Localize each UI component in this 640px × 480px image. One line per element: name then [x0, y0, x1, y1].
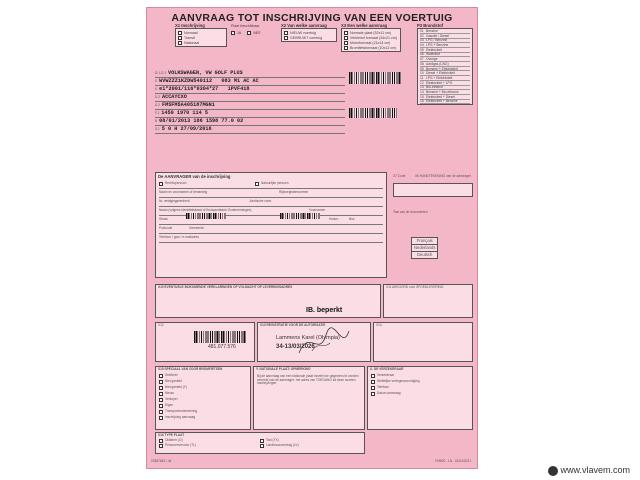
fuel-label: Benzine + Elektriciteit: [426, 66, 458, 71]
fuel-code: 16: [420, 99, 424, 104]
x7-x8-section: [393, 174, 473, 259]
x16-text: Bij de aanvraag van een nationale plaat moeten de gegevens te worden vermeld van de aanvrager: het adres van TOEGANG tot deze soorten inschrijvingen.: [257, 373, 359, 386]
x2-option[interactable]: NIEUW voertuig: [284, 30, 334, 35]
checkbox-icon[interactable]: [371, 380, 375, 384]
fuel-label: Benzine + Bio-ethanol: [426, 89, 459, 94]
x15-option-label: Inschrijving aanvraag: [165, 414, 196, 419]
x10-label: X10 EVENTUELE BIJKOMENDE VERKLARINGEN OF VOLMACHT OF LEVERINGSADRES: [158, 285, 293, 289]
fuel-code: 15: [420, 94, 424, 99]
x8-label: X8 HANDTEKENING van de aanvrager: [415, 173, 471, 178]
checkbox-icon[interactable]: [159, 380, 163, 384]
checkbox-icon[interactable]: [159, 392, 163, 396]
fuel-label: Benzine: [426, 29, 438, 33]
checkbox-icon[interactable]: [344, 36, 348, 40]
fuel-option[interactable]: [420, 100, 470, 105]
barcode-number: 481.077.576: [208, 344, 236, 350]
agent-name: Lammens Karel (Olympia): [276, 335, 340, 341]
x14-label: X14: [376, 323, 382, 327]
checkbox-icon[interactable]: [159, 439, 163, 443]
checkbox-icon[interactable]: [178, 41, 182, 45]
checkbox-icon[interactable]: [284, 31, 288, 35]
checkbox-icon[interactable]: [159, 398, 163, 402]
x7-label: X7 Code: [393, 173, 406, 178]
checkbox-icon[interactable]: [344, 41, 348, 45]
checkbox-icon[interactable]: [159, 404, 163, 408]
x3-section: [341, 24, 401, 52]
checkbox-icon[interactable]: [159, 444, 163, 448]
checkbox-icon[interactable]: [159, 410, 163, 414]
checkbox-icon[interactable]: [260, 439, 264, 443]
plate-available: [231, 24, 277, 35]
fuel-code: 13: [420, 85, 424, 90]
fuel-label: Elektriciteit + Benzine: [426, 99, 458, 104]
x14-section: [373, 322, 473, 362]
x15-option[interactable]: [159, 415, 247, 421]
field-legal-person: Rechtspersoon: [165, 181, 187, 186]
field-house-nr[interactable]: Huisnr.: [329, 217, 339, 222]
fuel-code: 02: [420, 33, 424, 38]
checkbox-icon[interactable]: [159, 416, 163, 420]
checkbox-icon[interactable]: [284, 36, 288, 40]
signature-scribble: [294, 323, 354, 363]
vehicle-last-line: S.1 5 0 H 27/09/2016: [155, 126, 345, 134]
fuel-code: 12: [420, 80, 424, 85]
fuel-label: Aardgas (CNG): [426, 61, 449, 66]
field-name[interactable]: Naam en voornamen of benaming: [159, 190, 208, 195]
x13-section: [257, 322, 371, 362]
x17-section: [367, 366, 473, 430]
fuel-label: Elektriciteit + LPG: [426, 80, 453, 85]
barcode-approval: [349, 108, 397, 118]
x2-option[interactable]: GEBRUIKT voertuig: [284, 35, 334, 40]
plate-question: Plaat beschikbaar: [231, 24, 260, 28]
field-natural-person: Natuurlijke persoon: [261, 181, 289, 186]
x3-option[interactable]: Verkleind formaat (34x21 cm): [344, 35, 398, 40]
field-postcode[interactable]: Postcode: [159, 226, 173, 231]
language-option[interactable]: Français: [412, 237, 438, 244]
vehicle-type-approval: K e1*2001/116*0304*27 1PVF418: [155, 86, 345, 94]
fuel-code: 14: [420, 89, 424, 94]
x17-label: X. DE VERZEKERAAR: [370, 367, 404, 371]
x17-option-label: Telefoon: [377, 384, 390, 389]
x1-options: [175, 28, 227, 47]
x15-option-label: Eigen: [165, 402, 174, 407]
plate-type-option[interactable]: Taxi (TX): [260, 439, 361, 444]
fuel-code: 05: [420, 47, 424, 52]
x3-option[interactable]: Normale plaat (52x11 cm): [344, 30, 398, 35]
fuel-label: Elektriciteit: [426, 47, 442, 52]
plate-type-option[interactable]: Landbouwvoertuig (LV): [260, 444, 361, 449]
fuel-code: 08: [420, 61, 424, 66]
fuel-label: Bio-ethanol: [426, 85, 443, 90]
applicant-section: [155, 172, 387, 278]
x1-label: X1 Inschrijving: [175, 23, 205, 28]
fuel-label: Elektriciteit + Diesel: [426, 94, 455, 99]
plate-type-option[interactable]: Personenvervoer (TL): [159, 444, 260, 449]
x15-option-label: Snelheid: [165, 372, 178, 377]
restriction-note: IB. beperkt: [306, 307, 343, 314]
x15-option-label: Transportonderneming: [165, 408, 198, 413]
checkbox-icon[interactable]: [255, 182, 259, 186]
x17-option[interactable]: [371, 391, 469, 397]
checkbox-icon[interactable]: [371, 374, 375, 378]
x17-option-label: Verzekeraar: [377, 372, 395, 377]
fuel-label: Gasolie / Diesel: [426, 33, 450, 38]
checkbox-icon[interactable]: [260, 444, 264, 448]
x3-label: X3 Een welke aanvraag: [341, 23, 388, 28]
x2-label: X2 Van welke aanvraag: [281, 23, 327, 28]
x1-section: [175, 24, 227, 47]
x1-option[interactable]: Normaal: [178, 30, 224, 35]
x16-section: [253, 366, 365, 430]
checkbox-icon[interactable]: [371, 392, 375, 396]
checkbox-icon[interactable]: [159, 374, 163, 378]
x13-label: X13 REGISTRATIE VOOR DE AUTORISATIE: [260, 323, 326, 327]
x2-section: [281, 24, 337, 42]
field-street[interactable]: Straat: [159, 217, 168, 222]
language-label: Taal van de documenten: [393, 210, 428, 214]
field-box[interactable]: Bus: [349, 217, 355, 222]
x17-list: [368, 373, 472, 397]
x12-label: X12: [158, 323, 164, 327]
barcode-applicant: [280, 213, 320, 219]
fuel-code: 06: [420, 52, 424, 57]
barcode-main: [194, 331, 246, 343]
x1-option[interactable]: Transit: [178, 35, 224, 40]
registration-form: [146, 7, 478, 469]
vehicle-brand-model: D.1-D.3 VOLKSWAGEN, VW GOLF PLUS: [155, 70, 345, 78]
yes-label: JA: [237, 30, 242, 35]
barcode-vin: [349, 72, 401, 84]
x15-option-label: Verkoper: [165, 396, 178, 401]
fuel-section: [417, 24, 473, 105]
fuel-list: [417, 28, 473, 105]
x15-section: [155, 366, 251, 430]
checkbox-icon[interactable]: [231, 31, 235, 35]
x17-option-label: Wettelijke vertegenwoordiging: [377, 378, 420, 383]
watermark: [548, 465, 630, 476]
x15-list: [156, 373, 250, 421]
fuel-code: 07: [420, 57, 424, 62]
checkbox-icon[interactable]: [247, 31, 251, 35]
x16-label: Y. NATIONALE PLAAT: OPMERKING: [256, 367, 311, 371]
agent-code: 34-13/03/2026: [276, 344, 315, 350]
plate-type-option[interactable]: Oldtimer (O): [159, 439, 260, 444]
x15-label: X15 SPECIAAL VAN VOOR BROMFIETSEN: [158, 367, 223, 371]
fuel-code: 11: [420, 75, 424, 80]
fuel-code: 04: [420, 43, 424, 48]
field-id-name[interactable]: Naam (volgens identiteitskaart of Kruispuntbank Ondernemingen): [159, 208, 252, 213]
checkbox-icon[interactable]: [178, 36, 182, 40]
watermark-site: www.vlavem.com: [560, 465, 630, 476]
field-national-number[interactable]: Rijksregisternummer: [279, 190, 309, 195]
x15-option-label: Niet gesteld: [165, 378, 182, 383]
language-option[interactable]: Deutsch: [412, 251, 438, 258]
fuel-label: Diesel + Elektriciteit: [426, 71, 455, 76]
x3-option[interactable]: Bromfietsformaat (10x12 cm): [344, 45, 398, 50]
x18-label: X16 TYPE PLAAT: [158, 433, 185, 437]
fuel-label: LPG + Benzine: [426, 43, 449, 48]
x15-option-label: Nieuw: [165, 390, 174, 395]
signature-box[interactable]: [393, 183, 473, 197]
applicant-header: De AANVRAGER van de inschrijving: [158, 174, 231, 179]
x11-label: X11 AKKOORD voor SPOEDLEVERING: [386, 285, 444, 289]
fuel-label: Overige: [426, 57, 438, 62]
vehicle-extra-code: D.2 ACCAYCXO: [155, 94, 345, 102]
form-title: AANVRAAG TOT INSCHRIJVING VAN EEN VOERTUIG: [171, 12, 453, 24]
fuel-label: LPG + Elektriciteit: [426, 75, 453, 80]
field-legal-form[interactable]: Juridische vorm: [249, 199, 272, 204]
fuel-label: LPG / Benzine: [426, 38, 448, 43]
x10-section: [155, 284, 381, 318]
fuel-code: 01: [420, 29, 424, 33]
no-label: NEE: [253, 30, 261, 35]
vehicle-vin: E WVWZZZ1KZDW540112 083 M1 AC AC: [155, 78, 345, 86]
fuel-code: 03: [420, 38, 424, 43]
checkbox-icon[interactable]: [371, 386, 375, 390]
field-phone-email[interactable]: Telefoon / gsm / e-mailadres: [159, 235, 200, 240]
vehicle-weights: F.1 1450 1970 114 5: [155, 110, 345, 118]
fuel-code: 10: [420, 71, 424, 76]
x15-option-label: Niet gesteld (Y): [165, 384, 187, 389]
checkbox-icon[interactable]: [178, 31, 182, 35]
checkbox-icon[interactable]: [159, 386, 163, 390]
field-municipality[interactable]: Gemeente: [189, 226, 204, 231]
fuel-label: Waterstof: [426, 52, 440, 57]
x17-option-label: Datum aanvraag: [377, 390, 401, 395]
vehicle-data: [155, 70, 345, 134]
x11-section: [383, 284, 473, 318]
vehicle-variant: D.2 FM5FM5A405187MGN1: [155, 102, 345, 110]
language-table: [411, 237, 438, 259]
x18-section: [155, 432, 365, 454]
checkbox-icon[interactable]: [344, 31, 348, 35]
field-establishment-nr[interactable]: Nr. vestigingseenheid: [159, 199, 190, 204]
language-option[interactable]: Nederlands: [412, 244, 438, 251]
fuel-code: 09: [420, 66, 424, 71]
form-code: FM820 - LN - 01/01/2021: [435, 459, 471, 463]
barcode-applicant-2: [186, 213, 226, 219]
x1-option[interactable]: Nationaal: [178, 40, 224, 45]
checkbox-icon[interactable]: [159, 182, 163, 186]
form-serial: 03387643 / 44: [151, 459, 172, 463]
checkbox-icon[interactable]: [344, 46, 348, 50]
vehicle-dates: B 08/01/2013 186 1598 77.0 02: [155, 118, 345, 126]
vlavem-logo-icon: [548, 466, 558, 476]
fuel-label: P3 Brandstof: [417, 23, 444, 28]
x12-section: [155, 322, 255, 362]
x3-option[interactable]: Motorformaat (21x14 cm): [344, 40, 398, 45]
field-first-names[interactable]: Voornamen: [309, 208, 326, 213]
